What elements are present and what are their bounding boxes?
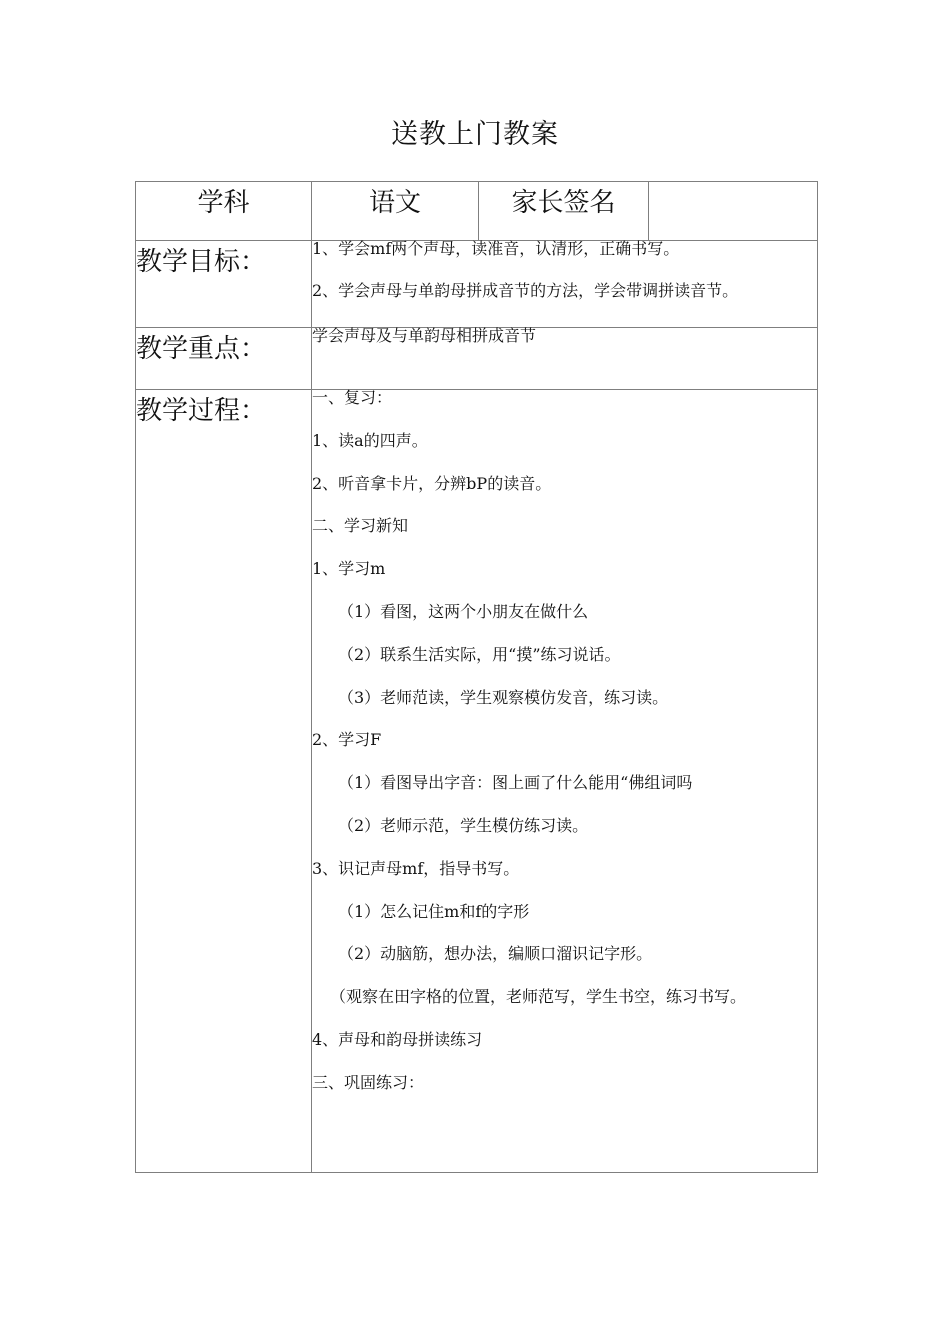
process-line: （2）联系生活实际，用“摸”练习说话。 [338, 644, 621, 664]
objective-item: 1、学会mf两个声母，读准音，认清形，正确书写。 [312, 239, 680, 258]
process-line: （2）动脑筋，想办法，编顺口溜识记字形。 [338, 944, 653, 964]
process-label: 教学过程： [136, 390, 312, 1173]
objectives-row [136, 241, 818, 328]
process-content [312, 390, 818, 1173]
process-line: 2、听音拿卡片，分辨bP的读音。 [312, 473, 552, 493]
process-line: （2）老师示范，学生模仿练习读。 [338, 815, 589, 835]
process-line: （1）怎么记住m和f的字形 [338, 901, 530, 921]
objectives-content [312, 241, 818, 328]
process-line: 4、声母和韵母拼读练习 [312, 1029, 483, 1049]
page-title: 送教上门教案 [391, 119, 559, 150]
process-line: （观察在田字格的位置，老师范写，学生书空，练习书写。 [330, 987, 747, 1007]
key-points-text: 学会声母及与单韵母相拼成音节 [312, 326, 537, 345]
key-points-row [136, 328, 818, 390]
parent-sign-label: 家长签名 [479, 182, 649, 241]
lesson-plan-table [135, 181, 818, 1173]
process-line: 1、读a的四声。 [312, 430, 428, 450]
process-line: 一、复习： [312, 388, 393, 407]
key-points-content [312, 328, 818, 390]
objectives-label: 教学目标： [136, 241, 312, 328]
process-line: 三、巩固练习： [312, 1072, 425, 1092]
process-line: 3、识记声母mf，指导书写。 [312, 858, 520, 878]
key-points-label: 教学重点： [136, 328, 312, 390]
parent-sign-field[interactable] [649, 182, 818, 241]
subject-label: 学科 [136, 182, 312, 241]
process-row [136, 390, 818, 1173]
process-line: 二、学习新知 [312, 516, 409, 536]
process-line: （3）老师范读，学生观察模仿发音，练习读。 [338, 687, 669, 707]
process-line: 1、学习m [312, 559, 386, 579]
objective-item: 2、学会声母与单韵母拼成音节的方法，学会带调拼读音节。 [312, 280, 739, 300]
subject-value: 语文 [312, 182, 479, 241]
header-row [136, 182, 818, 241]
process-line: （1）看图，这两个小朋友在做什么 [338, 601, 589, 621]
process-line: 2、学习F [312, 730, 382, 750]
process-line: （1）看图导出字音：图上画了什么能用“佛组词吗 [338, 773, 693, 793]
